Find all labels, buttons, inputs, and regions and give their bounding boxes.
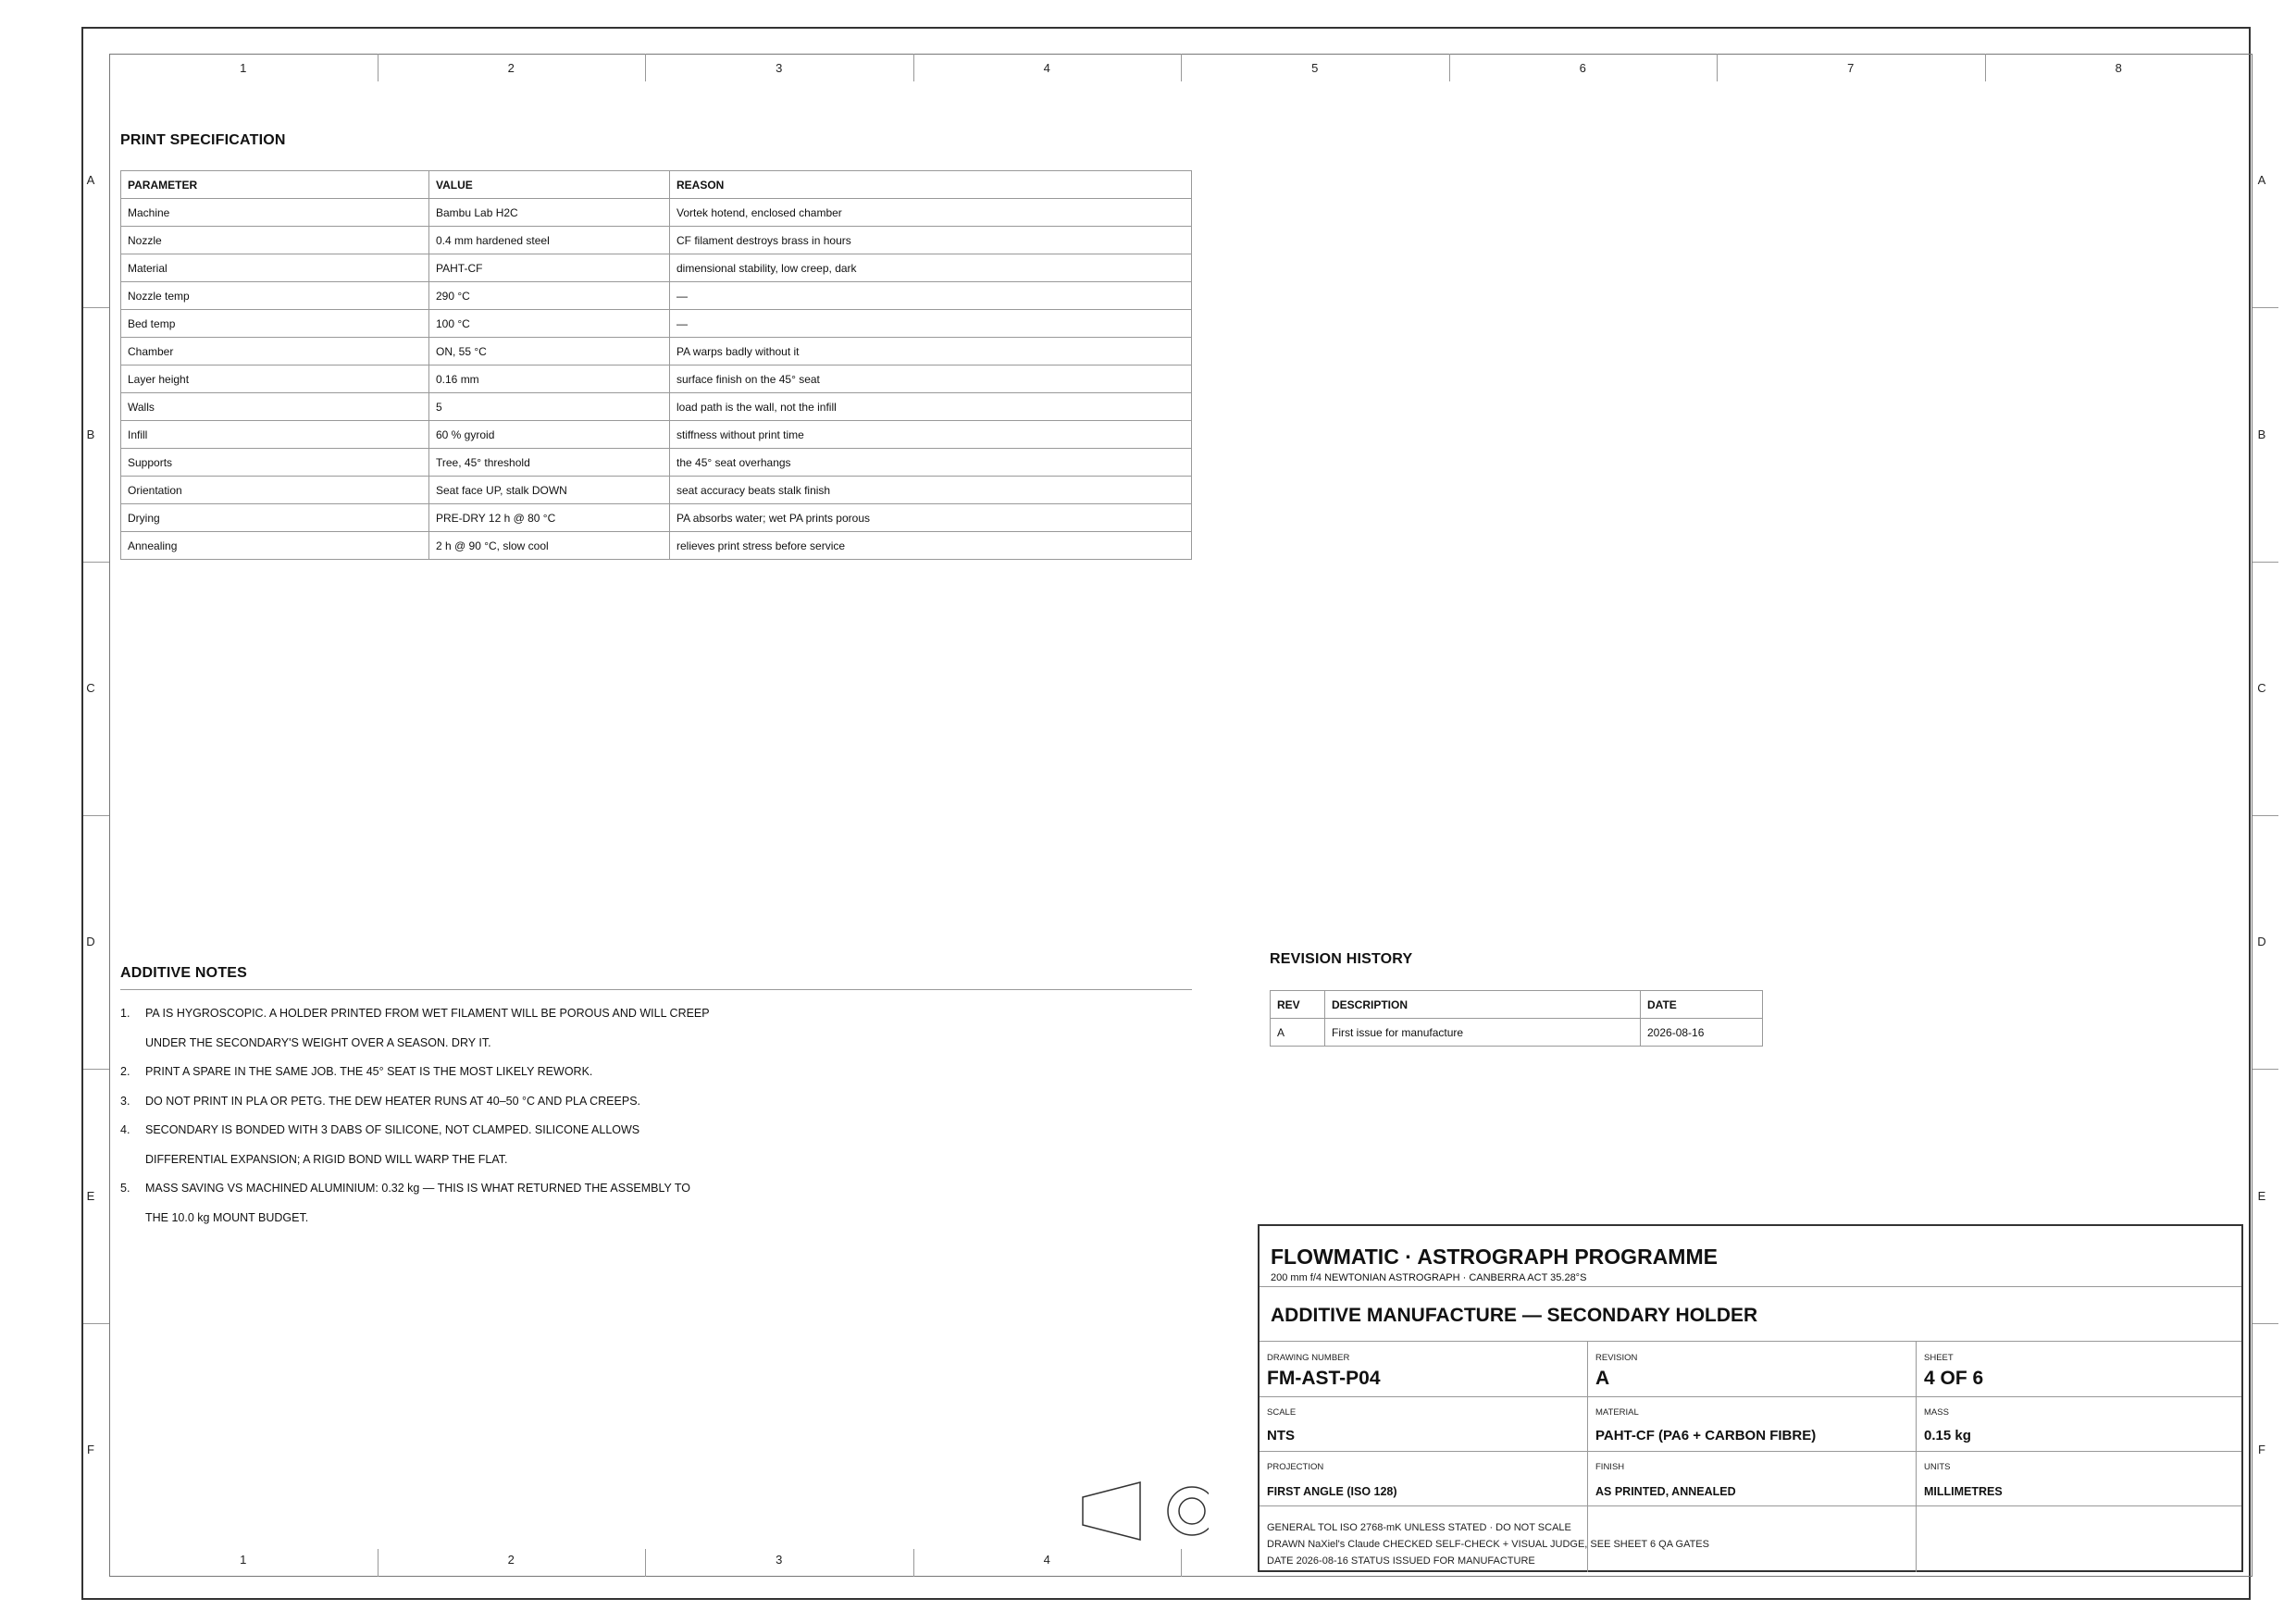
units-value: MILLIMETRES [1924, 1485, 2003, 1498]
cell-parameter: Orientation [121, 477, 429, 504]
zone-row-left-A: A [86, 173, 95, 188]
cell-reason: — [670, 282, 1192, 310]
cell-reason: PA absorbs water; wet PA prints porous [670, 504, 1192, 532]
sheet-label: SHEET [1924, 1353, 1954, 1363]
table-row [121, 393, 1192, 421]
note-number: 4. [120, 1123, 130, 1136]
print-spec-heading: PRINT SPECIFICATION [120, 132, 286, 148]
zone-col-top-3: 3 [776, 61, 783, 75]
zone-tick [378, 1549, 379, 1577]
projection-value: FIRST ANGLE (ISO 128) [1267, 1485, 1397, 1498]
project-subtitle: 200 mm f/4 NEWTONIAN ASTROGRAPH · CANBERRA ACT 35.28°S [1271, 1272, 1587, 1283]
zone-row-left-D: D [86, 935, 95, 949]
zone-col-top-2: 2 [507, 61, 515, 75]
note-text: MASS SAVING VS MACHINED ALUMINIUM: 0.32 kg — THIS IS WHAT RETURNED THE ASSEMBLY TO THE 10.0 kg MOUNT BUDGET. [145, 1182, 691, 1224]
projection-label: PROJECTION [1267, 1462, 1324, 1472]
cell-parameter: Layer height [121, 365, 429, 393]
table-row [121, 199, 1192, 227]
list-item [120, 1116, 713, 1174]
zone-tick [83, 562, 109, 563]
cell-reason: PA warps badly without it [670, 338, 1192, 365]
list-item [120, 1058, 713, 1087]
zone-col-top-1: 1 [240, 61, 247, 75]
cell-value: ON, 55 °C [429, 338, 670, 365]
cell-value: PAHT-CF [429, 254, 670, 282]
print-spec-table [120, 170, 1192, 560]
projection-inner-circle [1179, 1498, 1205, 1524]
zone-row-right-F: F [2258, 1442, 2265, 1456]
cell-reason: load path is the wall, not the infill [670, 393, 1192, 421]
note-number: 1. [120, 1007, 130, 1020]
table-row [121, 310, 1192, 338]
additive-notes-list [120, 999, 713, 1233]
zone-row-left-C: C [86, 680, 95, 695]
zone-tick [2253, 1323, 2278, 1324]
tb-col-divider-1 [1587, 1341, 1588, 1572]
general-tolerance-note: GENERAL TOL ISO 2768-mK UNLESS STATED · DO NOT SCALE [1267, 1522, 1571, 1533]
table-row [121, 449, 1192, 477]
table-row [121, 254, 1192, 282]
notes-divider [120, 989, 1192, 990]
cell-parameter: Bed temp [121, 310, 429, 338]
zone-tick [913, 1549, 914, 1577]
cell-reason: surface finish on the 45° seat [670, 365, 1192, 393]
zone-col-bottom-1: 1 [240, 1553, 247, 1567]
note-number: 3. [120, 1094, 130, 1108]
zone-col-bottom-3: 3 [776, 1553, 783, 1567]
zone-col-top-7: 7 [1847, 61, 1855, 75]
first-angle-projection-symbol [1079, 1481, 1209, 1542]
revision-value: A [1595, 1368, 1610, 1389]
cell-parameter: Walls [121, 393, 429, 421]
zone-tick [913, 54, 914, 81]
drawing-number-label: DRAWING NUMBER [1267, 1353, 1350, 1363]
note-number: 5. [120, 1182, 130, 1195]
table-row [121, 227, 1192, 254]
list-item [120, 1174, 713, 1233]
zone-col-top-4: 4 [1043, 61, 1050, 75]
revision-row [1271, 1019, 1763, 1047]
revision-history-heading: REVISION HISTORY [1270, 951, 1413, 967]
cell-value: 5 [429, 393, 670, 421]
projection-outer-circle [1168, 1487, 1209, 1535]
cell-parameter: Nozzle temp [121, 282, 429, 310]
zone-row-right-E: E [2257, 1188, 2266, 1203]
tb-divider-4 [1260, 1451, 2241, 1452]
note-text: PA IS HYGROSCOPIC. A HOLDER PRINTED FROM WET FILAMENT WILL BE POROUS AND WILL CREEP UNDER THE SECONDARY'S WEIGHT OVER A SEASON. DRY IT. [145, 1007, 710, 1049]
zone-row-right-B: B [2257, 427, 2266, 441]
cell-description: First issue for manufacture [1325, 1019, 1641, 1047]
zone-tick [1449, 54, 1450, 81]
zone-col-top-8: 8 [2115, 61, 2122, 75]
cell-value: Bambu Lab H2C [429, 199, 670, 227]
material-label: MATERIAL [1595, 1407, 1639, 1418]
zone-row-right-C: C [2257, 680, 2266, 695]
zone-col-bottom-2: 2 [507, 1553, 515, 1567]
cell-reason: the 45° seat overhangs [670, 449, 1192, 477]
zone-tick [83, 1069, 109, 1070]
print-spec-body [121, 199, 1192, 560]
cell-parameter: Supports [121, 449, 429, 477]
units-label: UNITS [1924, 1462, 1951, 1472]
cell-parameter: Machine [121, 199, 429, 227]
note-text: DO NOT PRINT IN PLA OR PETG. THE DEW HEATER RUNS AT 40–50 °C AND PLA CREEPS. [145, 1094, 641, 1108]
list-item [120, 999, 713, 1058]
zone-tick [645, 54, 646, 81]
zone-tick [2253, 562, 2278, 563]
tb-divider-1 [1260, 1286, 2241, 1287]
cell-parameter: Infill [121, 421, 429, 449]
col-header-rev: REV [1271, 991, 1325, 1019]
tb-col-divider-2 [1916, 1341, 1917, 1572]
col-header-description: DESCRIPTION [1325, 991, 1641, 1019]
table-row [121, 504, 1192, 532]
cell-parameter: Annealing [121, 532, 429, 560]
note-text: PRINT A SPARE IN THE SAME JOB. THE 45° SEAT IS THE MOST LIKELY REWORK. [145, 1065, 593, 1078]
cell-parameter: Material [121, 254, 429, 282]
cell-value: 290 °C [429, 282, 670, 310]
cell-parameter: Nozzle [121, 227, 429, 254]
zone-tick [1985, 54, 1986, 81]
cell-reason: — [670, 310, 1192, 338]
cell-reason: CF filament destroys brass in hours [670, 227, 1192, 254]
tb-divider-2 [1260, 1341, 2241, 1342]
zone-tick [378, 54, 379, 81]
col-header-reason: REASON [670, 171, 1192, 199]
finish-label: FINISH [1595, 1462, 1625, 1472]
drawing-title: ADDITIVE MANUFACTURE — SECONDARY HOLDER [1271, 1305, 1758, 1326]
cell-date: 2026-08-16 [1641, 1019, 1763, 1047]
zone-row-left-E: E [86, 1188, 95, 1203]
cell-reason: stiffness without print time [670, 421, 1192, 449]
zone-tick [645, 1549, 646, 1577]
drawing-number: FM-AST-P04 [1267, 1368, 1381, 1389]
table-row [121, 338, 1192, 365]
zone-col-bottom-4: 4 [1043, 1553, 1050, 1567]
list-item [120, 1087, 713, 1117]
material-value: PAHT-CF (PA6 + CARBON FIBRE) [1595, 1428, 1817, 1443]
revision-header-row [1271, 991, 1763, 1019]
tb-divider-3 [1260, 1396, 2241, 1397]
finish-value: AS PRINTED, ANNEALED [1595, 1485, 1736, 1498]
cell-value: 2 h @ 90 °C, slow cool [429, 532, 670, 560]
zone-tick [2253, 1069, 2278, 1070]
print-spec-header-row [121, 171, 1192, 199]
zone-row-left-B: B [86, 427, 95, 441]
table-row [121, 477, 1192, 504]
cell-value: 100 °C [429, 310, 670, 338]
scale-label: SCALE [1267, 1407, 1297, 1418]
cell-value: Seat face UP, stalk DOWN [429, 477, 670, 504]
col-header-value: VALUE [429, 171, 670, 199]
zone-row-right-A: A [2257, 173, 2266, 188]
revision-history-table [1270, 990, 1763, 1047]
zone-tick [1181, 54, 1182, 81]
additive-notes-heading: ADDITIVE NOTES [120, 965, 248, 981]
table-row [121, 532, 1192, 560]
zone-row-left-F: F [87, 1442, 94, 1456]
table-row [121, 421, 1192, 449]
cell-reason: Vortek hotend, enclosed chamber [670, 199, 1192, 227]
table-row [121, 365, 1192, 393]
zone-tick [2253, 815, 2278, 816]
cell-rev: A [1271, 1019, 1325, 1047]
cell-value: 60 % gyroid [429, 421, 670, 449]
tb-divider-5 [1260, 1505, 2241, 1506]
zone-tick [83, 307, 109, 308]
cell-parameter: Chamber [121, 338, 429, 365]
cell-reason: dimensional stability, low creep, dark [670, 254, 1192, 282]
cell-value: Tree, 45° threshold [429, 449, 670, 477]
zone-tick [83, 815, 109, 816]
note-text: SECONDARY IS BONDED WITH 3 DABS OF SILICONE, NOT CLAMPED. SILICONE ALLOWS DIFFERENTIAL EXPANSION; A RIGID BOND WILL WARP THE FLAT. [145, 1123, 640, 1166]
zone-tick [1717, 54, 1718, 81]
drawn-checked-line: DRAWN NaXiel's Claude CHECKED SELF-CHECK + VISUAL JUDGE, SEE SHEET 6 QA GATES [1267, 1539, 1709, 1550]
sheet-value: 4 OF 6 [1924, 1368, 1984, 1389]
cell-value: PRE-DRY 12 h @ 80 °C [429, 504, 670, 532]
zone-tick [1181, 1549, 1182, 1577]
cell-value: 0.4 mm hardened steel [429, 227, 670, 254]
mass-label: MASS [1924, 1407, 1949, 1418]
cell-reason: seat accuracy beats stalk finish [670, 477, 1192, 504]
zone-row-right-D: D [2257, 935, 2266, 949]
company-name: FLOWMATIC · ASTROGRAPH PROGRAMME [1271, 1245, 1718, 1269]
note-number: 2. [120, 1065, 130, 1078]
title-block [1258, 1224, 2243, 1572]
revision-label: REVISION [1595, 1353, 1638, 1363]
cell-value: 0.16 mm [429, 365, 670, 393]
col-header-parameter: PARAMETER [121, 171, 429, 199]
table-row [121, 282, 1192, 310]
zone-col-top-5: 5 [1311, 61, 1319, 75]
zone-col-top-6: 6 [1579, 61, 1586, 75]
revision-history-body [1271, 1019, 1763, 1047]
cell-parameter: Drying [121, 504, 429, 532]
date-status-line: DATE 2026-08-16 STATUS ISSUED FOR MANUFACTURE [1267, 1555, 1535, 1567]
cell-reason: relieves print stress before service [670, 532, 1192, 560]
mass-value: 0.15 kg [1924, 1428, 1971, 1443]
col-header-date: DATE [1641, 991, 1763, 1019]
zone-tick [83, 1323, 109, 1324]
scale-value: NTS [1267, 1428, 1295, 1443]
zone-tick [2253, 307, 2278, 308]
projection-cone-view [1083, 1482, 1140, 1540]
